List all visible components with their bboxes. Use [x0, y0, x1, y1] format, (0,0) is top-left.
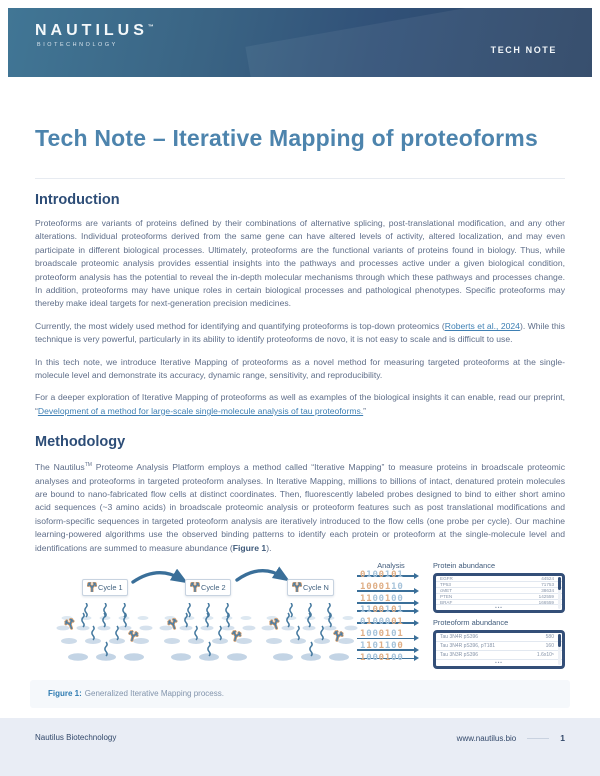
proteoform-abundance-label: Proteoform abundance — [433, 618, 509, 628]
cycle-1-label: Cycle 1 — [98, 582, 123, 592]
proteoform-name: Tau 3N4R pS396, pT181 — [440, 643, 496, 650]
footer-divider — [527, 738, 549, 739]
protein-value: 142559 — [538, 593, 554, 599]
intro-p4-pre: For a deeper exploration of Iterative Mapping of proteoforms as well as examples of the biological insights it can enable, read our preprint, “ — [35, 392, 565, 416]
methodology-mid: Proteome Analysis Platform employs a method called “Iterative Mapping” to measure proteins in broadscale proteomic analyses and proteoforms in targeted proteoform analyses. In Iterative Mapping, millions to billions of intact, denatured protein molecules are bound to nano-fabricated flow cells at distinct coordinates. Then, fluorescently labeled probes designed to bind to either short amino acid sequences (~3 amino acids) in broadscale proteomic analysis or proteoform features such as post translational modifications and isoform-specific sequences in targeted proteoform analysis are iteratively introduced to the flow cells (one probe per cycle). Our machine learning-powered algorithms use the observed binding patterns to identify each protein or proteoform at the single-molecule level and identifications are summed to measure abundance ( — [35, 462, 566, 553]
protein-abundance-table — [433, 573, 565, 613]
footer-website-link[interactable]: www.nautilus.bio — [456, 733, 517, 743]
methodology-heading: Methodology — [35, 434, 126, 451]
intro-p2-pre: Currently, the most widely used method for identifying and quantifying proteoforms is top-down proteomics ( — [35, 320, 445, 331]
table-row — [436, 642, 562, 651]
flow-cell-array-illustration — [158, 603, 258, 667]
cycle-n-box — [287, 579, 334, 596]
figure-caption-label: Figure 1: — [48, 689, 82, 699]
analysis-binary-row: 1100101 — [360, 605, 418, 617]
cycle-n-label: Cycle N — [303, 582, 329, 592]
analysis-label: Analysis — [377, 560, 405, 570]
protein-abundance-label: Protein abundance — [433, 560, 496, 570]
flow-cell-array-illustration — [55, 603, 155, 667]
page-footer — [0, 718, 600, 776]
table-scrollbar — [558, 634, 562, 665]
antibody-icon — [292, 582, 302, 592]
intro-paragraph-4 — [35, 391, 565, 418]
cycle-1-box — [82, 579, 128, 596]
analysis-binary-row: 1000110 — [360, 582, 418, 594]
analysis-binary-row: 1101100 — [360, 641, 418, 653]
protein-name: TP53 — [440, 581, 451, 587]
analysis-binary-row: 0100101 — [360, 570, 418, 582]
protein-value: 38634 — [541, 587, 554, 593]
abundance-tables — [433, 561, 565, 673]
brand-wordmark: NAUTILUS™ — [35, 22, 154, 39]
roberts-citation-link[interactable]: Roberts et al., 2024 — [444, 320, 520, 331]
analysis-binary-row: 1000100 — [360, 653, 418, 665]
table-row — [436, 633, 562, 642]
intro-p4-post: ” — [363, 405, 367, 416]
protein-value: 44524 — [541, 575, 554, 581]
brand-subtitle: BIOTECHNOLOGY — [37, 42, 118, 48]
intro-p2-post: ). While this technique is very powerful, particularly in its ability to identify proteoforms de novo, it is not easy to scale and is difficult to use. — [35, 320, 565, 345]
methodology-pre: The Nautilus — [35, 462, 85, 473]
header-banner — [8, 8, 592, 77]
figure-1-illustration — [35, 561, 565, 673]
introduction-heading: Introduction — [35, 192, 120, 208]
antibody-icon — [87, 582, 97, 592]
footer-company: Nautilus Biotechnology — [35, 733, 117, 742]
analysis-column — [360, 561, 430, 673]
antibody-icon — [190, 582, 200, 592]
analysis-binary-row: 0100001 — [360, 617, 418, 629]
document-body — [0, 77, 600, 673]
figure-1-caption — [30, 680, 570, 708]
proteoform-value: 1.6x10⁵ — [536, 651, 554, 658]
title-divider — [35, 178, 565, 179]
intro-paragraph-2 — [35, 320, 565, 347]
analysis-binary-row: 1100100 — [360, 594, 418, 606]
proteoform-value: 160 — [545, 643, 554, 650]
protein-value: 71753 — [541, 581, 554, 587]
nautilus-logo — [35, 22, 154, 48]
proteoform-value: 580 — [545, 634, 554, 641]
figure-1-reference: Figure 1 — [232, 542, 267, 553]
protein-name: BRAF — [440, 599, 453, 605]
cycle-2-box — [185, 579, 231, 596]
scrollbar-thumb — [558, 577, 562, 590]
protein-name: cMET — [440, 587, 452, 593]
analysis-binary-row: 1000101 — [360, 629, 418, 641]
trademark-symbol: ™ — [147, 24, 154, 31]
footer-right — [457, 733, 565, 743]
intro-paragraph-3: In this tech note, we introduce Iterative Mapping of proteoforms as a novel method for measuring targeted proteoforms at the single-molecule level and demonstrate its accuracy, dynamic range, sensitivity, and reproducibility. — [35, 356, 565, 381]
intro-paragraph-1: Proteoforms are variants of proteins defined by their combinations of alternative splicing, post-translational modification, and any other alterations. Individual proteoforms derived from the same gene can have altered levels of activity, altered localization, and may even participate in different biological processes. Ultimately, proteoforms are the functional variants of proteins found in biology. Thus, while broadscale proteomic analysis provides essential insights into the pathways and processes active under a given biological condition, proteoform analysis has the potential to reveal the in-depth molecular mechanisms through which these pathways and processes change. In addition, proteoforms may have unique roles in certain biological processes and pathological phenotypes. Specific proteoforms may thereby make ideal targets for next-generation precision medicines. — [35, 218, 565, 309]
doc-type-label: TECH NOTE — [490, 45, 557, 55]
table-more-dots: ••• — [495, 659, 503, 665]
preprint-link[interactable]: Development of a method for large-scale single-molecule analysis of tau proteoforms. — [37, 405, 364, 416]
scrollbar-thumb — [558, 634, 562, 647]
cycle-2-label: Cycle 2 — [201, 582, 226, 592]
table-row — [436, 651, 562, 660]
protein-name: PTEN — [440, 593, 453, 599]
flow-cell-array-illustration — [260, 603, 360, 667]
figure-caption-text: Generalized Iterative Mapping process. — [84, 689, 224, 699]
iterative-mapping-diagram — [35, 561, 355, 673]
protein-value: 166559 — [538, 599, 554, 605]
table-scrollbar — [558, 577, 562, 609]
proteoform-name: Tau 3N3R pS396 — [440, 651, 479, 658]
methodology-paragraph — [35, 459, 565, 555]
proteoform-name: Tau 3N4R pS396 — [440, 634, 479, 641]
proteoform-abundance-table — [433, 630, 565, 669]
nautilus-tm-superscript: TM — [84, 462, 92, 469]
methodology-post: ). — [266, 542, 272, 553]
page-title: Tech Note – Iterative Mapping of proteoforms — [35, 125, 538, 151]
page-number: 1 — [560, 733, 565, 743]
table-more-dots: ••• — [495, 605, 503, 611]
protein-name: EGFR — [440, 575, 453, 581]
